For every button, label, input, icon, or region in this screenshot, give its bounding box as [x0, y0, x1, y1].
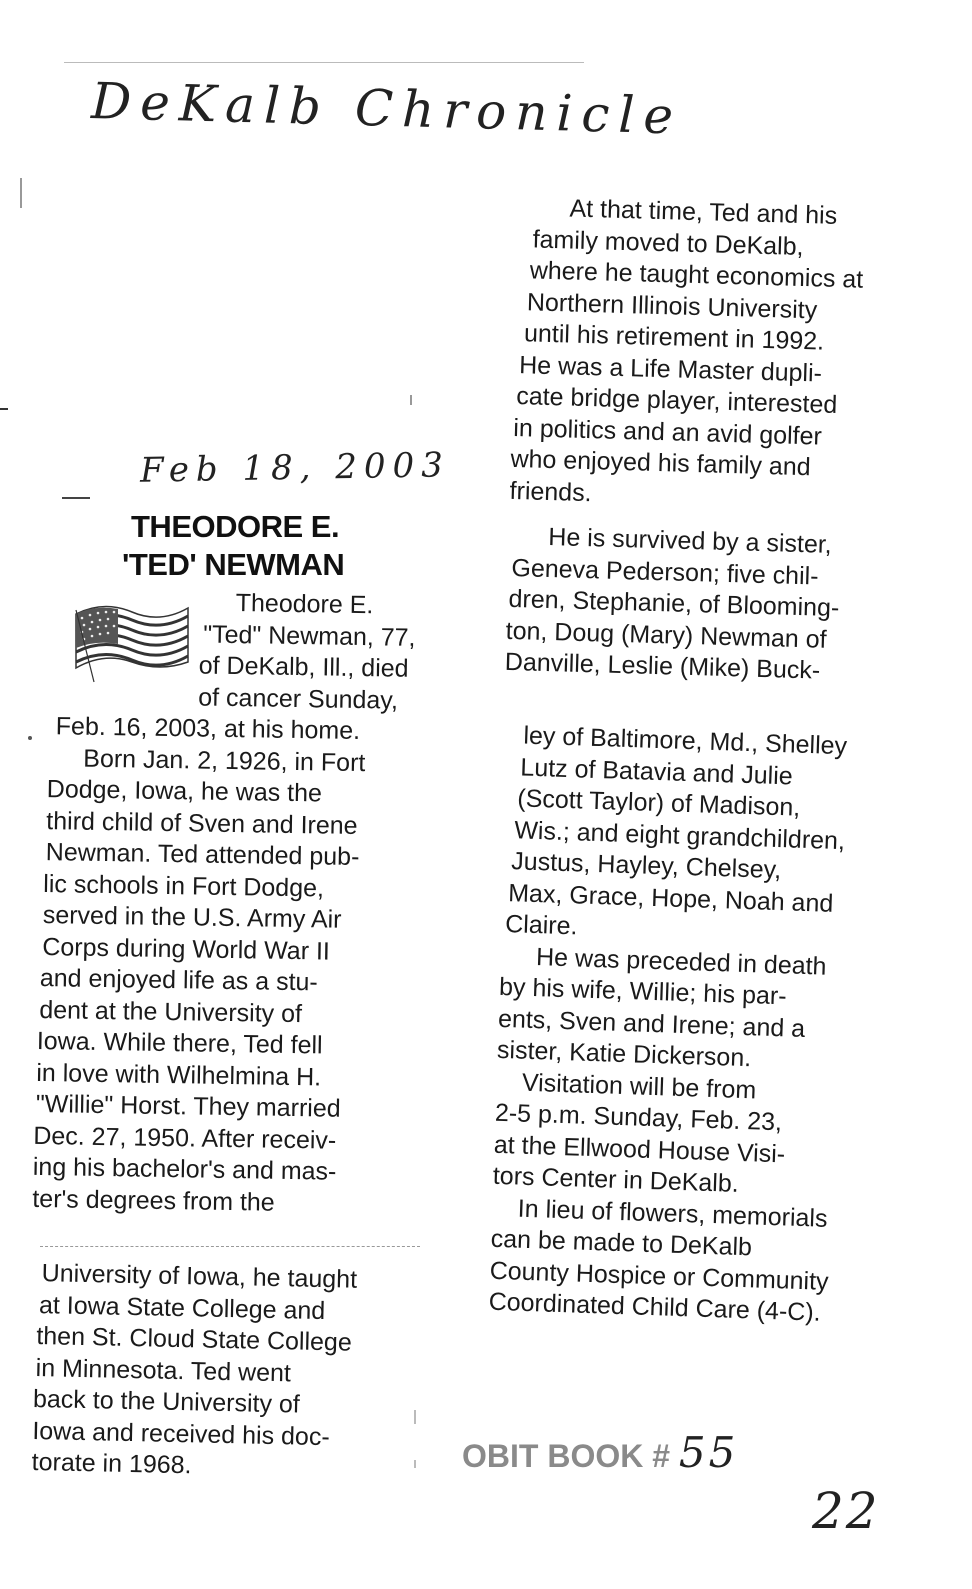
- text-line: At that time, Ted and his: [569, 194, 838, 230]
- text-line: County Hospice or Community: [489, 1256, 830, 1296]
- text-line: "Ted" Newman, 77,: [203, 620, 416, 652]
- text-line: sister, Katie Dickerson.: [496, 1035, 752, 1073]
- column-right-bottom: [488, 720, 908, 1331]
- text-line: Corps during World War II: [42, 932, 331, 966]
- text-line: Wis.; and eight grandchildren,: [513, 815, 846, 855]
- text-line: Danville, Leslie (Mike) Buck-: [504, 647, 821, 685]
- text-line: of cancer Sunday,: [198, 682, 399, 715]
- text-line: family moved to DeKalb,: [532, 224, 804, 261]
- obit-book-label: OBIT BOOK #: [462, 1438, 671, 1474]
- text-line: in politics and an avid golfer: [513, 413, 823, 451]
- text-line: He is survived by a sister,: [547, 522, 833, 559]
- text-line: 2-5 p.m. Sunday, Feb. 23,: [494, 1098, 783, 1137]
- text-line: lic schools in Fort Dodge,: [43, 869, 325, 902]
- text-line: where he taught economics at: [529, 256, 864, 294]
- text-line: In lieu of flowers, memorials: [517, 1194, 828, 1233]
- text-line: Lutz of Batavia and Julie: [519, 752, 794, 790]
- text-line: Dodge, Iowa, he was the: [46, 775, 323, 808]
- text-line: Iowa. While there, Ted fell: [36, 1026, 323, 1060]
- text-line: He was preceded in death: [535, 942, 827, 981]
- text-line: Max, Grace, Hope, Noah and: [507, 878, 834, 918]
- text-line: who enjoyed his family and: [510, 444, 811, 482]
- text-line: by his wife, Willie; his par-: [498, 972, 788, 1011]
- text-line: friends.: [509, 476, 593, 507]
- text-line: until his retirement in 1992.: [523, 319, 825, 356]
- text-line: dren, Stephanie, of Blooming-: [508, 584, 840, 623]
- text-line: back to the University of: [32, 1384, 301, 1419]
- text-line: Claire.: [504, 910, 578, 941]
- text-line: (Scott Taylor) of Madison,: [516, 784, 801, 822]
- text-line: Iowa and received his doc-: [32, 1416, 331, 1451]
- text-line: ter's degrees from the: [32, 1184, 275, 1217]
- headline-line-1: THEODORE E.: [131, 509, 340, 544]
- scan-mark: [20, 178, 22, 208]
- column-left-top: [32, 585, 432, 1221]
- text-line: cate bridge player, interested: [515, 382, 838, 419]
- scan-mark: [0, 408, 8, 410]
- text-line: and enjoyed life as a stu-: [39, 964, 318, 997]
- headline-line-2: 'TED' NEWMAN: [122, 547, 345, 582]
- text-line: can be made to DeKalb: [490, 1224, 753, 1262]
- handwritten-date: Feb 18, 2003: [139, 445, 451, 491]
- text-line: ley of Baltimore, Md., Shelley: [523, 721, 848, 761]
- text-line: of DeKalb, Ill., died: [198, 651, 409, 683]
- text-line: at the Ellwood House Visi-: [493, 1130, 786, 1168]
- scan-mark: [414, 1460, 416, 1468]
- handwritten-page-number: 22: [812, 1482, 880, 1540]
- text-line: Visitation will be from: [521, 1068, 757, 1104]
- text-line: Northern Illinois University: [526, 287, 818, 324]
- text-line: "Willie" Horst. They married: [35, 1089, 341, 1123]
- column-break-rule: [40, 1246, 420, 1247]
- top-rule: [64, 62, 584, 63]
- column-right-top: [504, 192, 917, 689]
- text-line: in love with Wilhelmina H.: [36, 1058, 322, 1091]
- scan-mark: [410, 395, 412, 405]
- obit-book-number: 55: [678, 1428, 739, 1477]
- text-line: served in the U.S. Army Air: [42, 901, 342, 934]
- text-line: University of Iowa, he taught: [41, 1259, 358, 1294]
- text-line: He was a Life Master dupli-: [518, 350, 823, 388]
- obit-book-stamp: [462, 1428, 738, 1477]
- text-line: then St. Cloud State College: [36, 1322, 353, 1357]
- text-line: Theodore E.: [235, 589, 374, 620]
- text-line: in Minnesota. Ted went: [35, 1353, 292, 1387]
- text-line: tors Center in DeKalb.: [492, 1161, 740, 1198]
- text-line: ents, Sven and Irene; and a: [497, 1004, 806, 1043]
- handwritten-source: DeKalb Chronicle: [90, 72, 683, 146]
- text-line: Geneva Pederson; five chil-: [511, 553, 819, 591]
- text-line: Coordinated Child Care (4-C).: [488, 1287, 822, 1327]
- text-line: Born Jan. 2, 1926, in Fort: [83, 744, 366, 777]
- text-line: ton, Doug (Mary) Newman of: [505, 616, 827, 654]
- text-line: torate in 1968.: [31, 1447, 192, 1480]
- text-line: Dec. 27, 1950. After receiv-: [33, 1121, 337, 1155]
- text-line: Newman. Ted attended pub-: [45, 838, 360, 872]
- scan-mark: [414, 1410, 416, 1424]
- text-line: third child of Sven and Irene: [46, 806, 358, 840]
- text-line: at Iowa State College and: [38, 1290, 326, 1325]
- text-line: dent at the University of: [39, 995, 303, 1028]
- text-line: ing his bachelor's and mas-: [32, 1152, 337, 1186]
- date-rule: [62, 497, 90, 499]
- scan-mark: [28, 736, 32, 740]
- column-left-bottom: [31, 1258, 426, 1487]
- text-line: Justus, Hayley, Chelsey,: [510, 847, 782, 885]
- text-line: Feb. 16, 2003, at his home.: [55, 712, 361, 746]
